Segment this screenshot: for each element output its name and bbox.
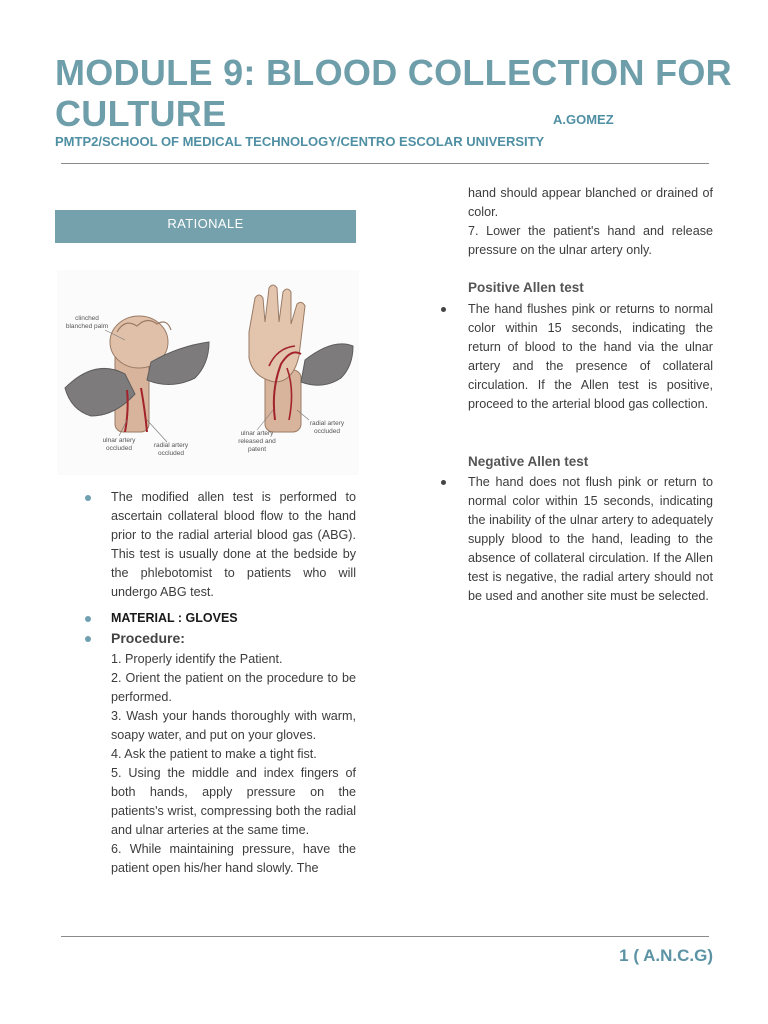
procedure-step: 6. While maintaining pressure, have the patient open his/her hand slowly. The xyxy=(111,842,356,875)
negative-allen-heading: Negative Allen test xyxy=(468,454,589,469)
rationale-label: RATIONALE xyxy=(55,210,356,243)
procedure-step: 2. Orient the patient on the procedure to be performed. xyxy=(111,671,356,704)
procedure-step-7: 7. Lower the patient's hand and release pressure on the ulnar artery only. xyxy=(468,224,713,257)
label-ulnar-occluded: ulnar artery occluded xyxy=(102,437,136,452)
procedure-heading: Procedure: xyxy=(111,630,185,646)
bullet-marker xyxy=(85,616,91,622)
procedure-step: 3. Wash your hands thoroughly with warm, soapy water, and put on your gloves. xyxy=(111,709,356,742)
label-radial-occluded-right: radial artery occluded xyxy=(309,420,345,435)
bullet-marker xyxy=(85,636,91,642)
footer-divider xyxy=(61,936,709,937)
procedure-step: 1. Properly identify the Patient. xyxy=(111,652,283,666)
author-name: A.GOMEZ xyxy=(553,112,614,127)
negative-allen-text: The hand does not flush pink or return to normal color within 15 seconds, indicating the inability of the ulnar artery to adequately supply blood to the hand, leading to the absence of collateral circulation. If the Allen test is negative, the radial artery should not be used and another site must be selected. xyxy=(468,475,713,603)
bullet-marker xyxy=(85,495,91,501)
page-number: 1 ( A.N.C.G) xyxy=(619,946,713,965)
positive-allen-heading: Positive Allen test xyxy=(468,280,584,295)
procedure-steps xyxy=(111,650,356,878)
label-ulnar-released: ulnar artery released and patent xyxy=(238,430,276,453)
continuation-text: hand should appear blanched or drained of color. xyxy=(468,186,713,219)
intro-paragraph: The modified allen test is performed to ascertain collateral blood flow to the hand prior to the radial arterial blood gas (ABG). This test is usually done at the bedside by the phlebotomist to patients who will undergo ABG test. xyxy=(111,490,356,599)
material-label: MATERIAL : GLOVES xyxy=(111,611,238,625)
label-clinched: clinched blanched palm xyxy=(65,315,109,330)
positive-allen-text: The hand flushes pink or returns to normal color within 15 seconds, indicating the return of blood to the hand via the ulnar artery and the presence of collateral circulation. If the Allen test is positive, proceed to the arterial blood gas collection. xyxy=(468,302,713,411)
procedure-step: 4. Ask the patient to make a tight fist. xyxy=(111,747,317,761)
header-divider xyxy=(61,163,709,164)
course-subtitle: PMTP2/SCHOOL OF MEDICAL TECHNOLOGY/CENTRO ESCOLAR UNIVERSITY xyxy=(55,134,545,149)
bullet-marker xyxy=(441,480,446,485)
allen-test-figure xyxy=(57,270,359,475)
bullet-marker xyxy=(441,307,446,312)
module-title: MODULE 9: BLOOD COLLECTION FOR CULTURE xyxy=(55,52,732,134)
procedure-step: 5. Using the middle and index fingers of both hands, apply pressure on the patients's wrist, compressing both the radial and ulnar arteries at the same time. xyxy=(111,766,356,837)
label-radial-occluded-left: radial artery occluded xyxy=(153,442,189,457)
